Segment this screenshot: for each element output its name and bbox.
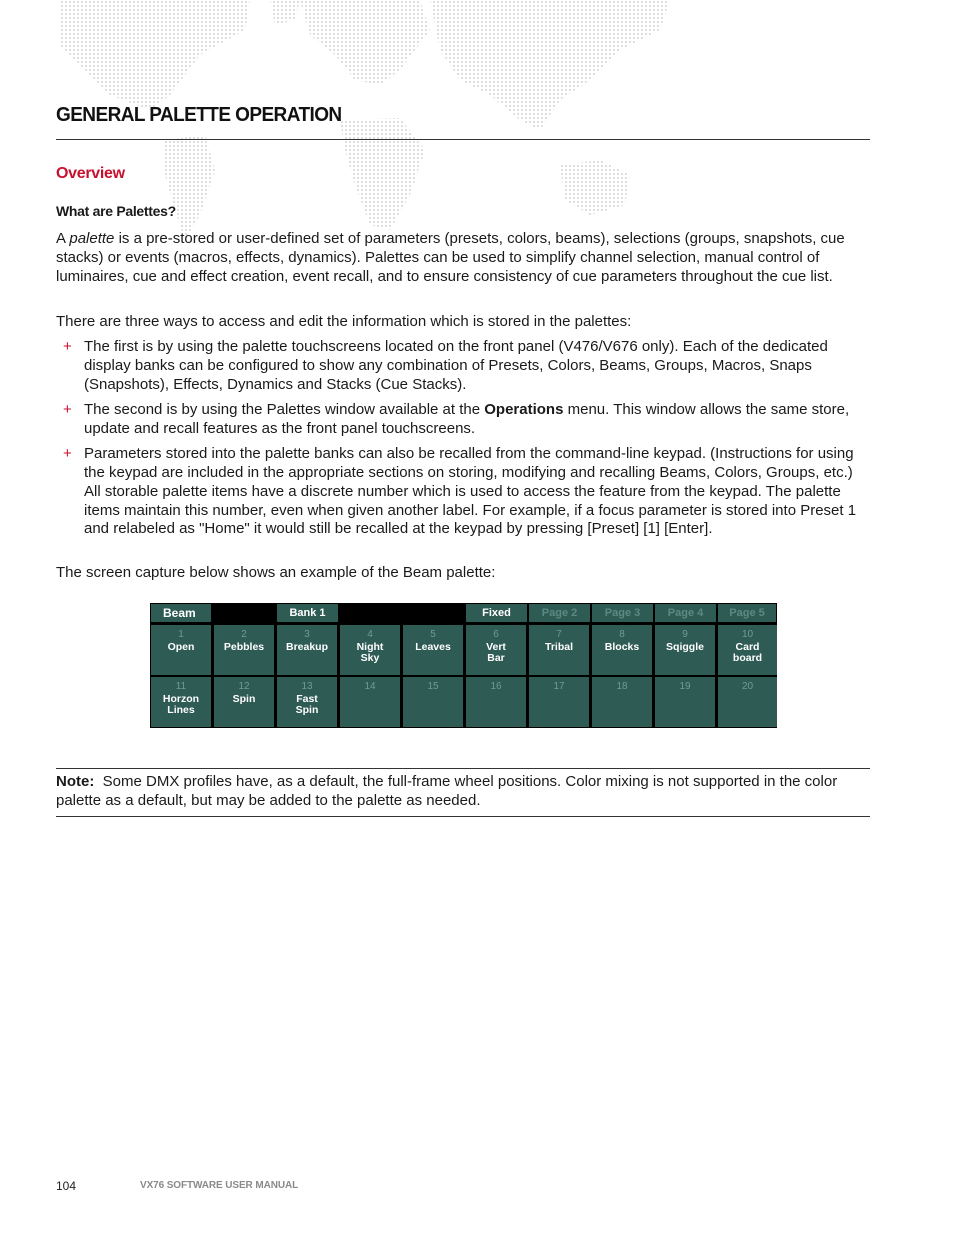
palette-cell[interactable] [277, 625, 337, 675]
palette-cell[interactable] [403, 677, 463, 727]
palette-cell[interactable] [718, 625, 777, 675]
palette-cell[interactable] [151, 625, 211, 675]
palette-cell-label: Blocks [604, 641, 640, 653]
palette-cell-number: 16 [490, 681, 502, 692]
palette-cell-label: Open [167, 641, 195, 653]
palette-cell-number: 2 [241, 629, 247, 640]
palette-cell-label: Tribal [544, 641, 573, 653]
page-3-tab[interactable]: Page 3 [592, 604, 653, 622]
title-divider [56, 139, 870, 140]
intro-prefix: A [56, 230, 70, 247]
palette-cell-label: Night Sky [356, 641, 384, 664]
palette-cell-number: 8 [619, 629, 625, 640]
operations-menu-term: Operations [484, 400, 564, 418]
palette-cell-label: Leaves [415, 641, 451, 653]
palette-cell[interactable] [340, 625, 400, 675]
page-4-tab[interactable]: Page 4 [655, 604, 716, 622]
palette-cell[interactable] [214, 625, 274, 675]
palette-cell[interactable] [529, 625, 589, 675]
ways-intro-paragraph: There are three ways to access and edit the information which is stored in the palettes: [56, 313, 632, 330]
list-item-keypad [56, 445, 870, 539]
note-text: Some DMX profiles have, as a default, the full-frame wheel positions. Color mixing is not supported in the color palette as a default, but may be added to the palette as needed. [56, 773, 838, 809]
beam-palette-screenshot [150, 603, 777, 728]
palette-name-label: Beam [151, 604, 211, 622]
palette-cell-label: Pebbles [223, 641, 265, 653]
manual-title: VX76 SOFTWARE USER MANUAL [140, 1180, 299, 1191]
palette-cell-label: Card board [732, 641, 763, 664]
palette-cell-number: 4 [367, 629, 373, 640]
palette-cell[interactable] [277, 677, 337, 727]
page-5-tab[interactable]: Page 5 [718, 604, 776, 622]
palette-cell[interactable] [655, 625, 715, 675]
list-item-text-prefix: The second is by using the Palettes window available at the [84, 400, 485, 418]
palette-cell-label: Fast Spin [295, 693, 319, 716]
palette-cell[interactable] [466, 677, 526, 727]
bullet-plus-icon: + [63, 400, 72, 418]
palette-cell-number: 1 [178, 629, 184, 640]
palette-cell[interactable] [655, 677, 715, 727]
note-top-rule [56, 768, 870, 769]
palette-cell[interactable] [529, 677, 589, 727]
palette-cell-number: 5 [430, 629, 436, 640]
list-item-text-suffix: menu. This window allows the same store, update and recall features as the front panel touchscreens. [84, 400, 850, 437]
palette-cell[interactable] [340, 677, 400, 727]
page-2-tab[interactable]: Page 2 [529, 604, 590, 622]
palette-cell-number: 10 [741, 629, 754, 640]
overview-heading: Overview [56, 165, 125, 182]
palette-cell-number: 20 [741, 681, 754, 692]
what-are-palettes-heading: What are Palettes? [56, 203, 176, 219]
palette-cell-number: 13 [301, 681, 313, 692]
palette-cell-number: 18 [616, 681, 628, 692]
palette-cell-number: 17 [553, 681, 565, 692]
bank-button[interactable]: Bank 1 [277, 604, 338, 622]
list-item-text: Parameters stored into the palette banks can also be recalled from the command-line keypad. (Instructions for using the keypad are included in the appropriate sections on storing, modifying and recalling Beams, Colors, Groups, etc.) All storable palette items have a discrete number which is used to access the feature from the keypad. The palette items maintain this number, even when given another label. For example, if a focus parameter is stored into Preset 1 and relabeled as "Home" it would still be recalled at the keypad by pressing [Preset] [1] [Enter]. [84, 445, 857, 538]
bullet-plus-icon: + [63, 338, 72, 355]
palette-header [150, 603, 777, 622]
palette-cell-label: Breakup [285, 641, 328, 653]
intro-rest: is a pre-stored or user-defined set of parameters (presets, colors, beams), selections (groups, snapshots, cue stacks) or events (macros, effects, dynamics). Palettes can be used to simplify channel selection, manual control of luminaires, cue and effect creation, event recall, and to ensure consistency of cue parameters throughout the cue list. [56, 230, 845, 285]
palette-cell-label: Sqiggle [666, 641, 704, 653]
palette-cell-number: 6 [493, 629, 499, 640]
capture-intro-paragraph: The screen capture below shows an example of the Beam palette: [56, 564, 496, 581]
note-label: Note: [56, 773, 95, 790]
palette-cell-number: 15 [427, 681, 439, 692]
palette-cell-number: 19 [679, 681, 691, 692]
note-bottom-rule [56, 816, 870, 817]
palette-cell-number: 12 [238, 681, 250, 692]
palette-term: palette [69, 230, 115, 247]
palette-cell[interactable] [403, 625, 463, 675]
palette-cell-number: 14 [364, 681, 376, 692]
palette-cell-label: Horzon Lines [162, 693, 200, 716]
palette-cell[interactable] [214, 677, 274, 727]
list-item-text: The first is by using the palette touchscreens located on the front panel (V476/V676 only). Each of the dedicated display banks can be configured to show any combination of Presets, Colors, Beams, Groups, Macros, Snaps (Snapshots), Effects, Dynamics and Stacks (Cue Stacks). [84, 338, 828, 393]
palette-cell[interactable] [592, 677, 652, 727]
palette-cell-number: 9 [682, 629, 688, 640]
palette-cell-label: Spin [232, 693, 256, 705]
palette-cell-number: 11 [175, 681, 187, 692]
palette-cell[interactable] [151, 677, 211, 727]
note-paragraph [56, 773, 870, 811]
palette-cell-number: 7 [556, 629, 562, 640]
palette-cell-label: Vert Bar [486, 641, 506, 664]
list-item-palettes-window [56, 401, 870, 439]
list-item-touchscreens [56, 338, 870, 394]
palette-cell[interactable] [718, 677, 777, 727]
access-methods-list [56, 338, 870, 546]
bullet-plus-icon: + [63, 445, 72, 463]
palette-cell[interactable] [592, 625, 652, 675]
intro-paragraph [56, 230, 870, 286]
palette-cell-number: 3 [304, 629, 310, 640]
fixed-mode-button[interactable]: Fixed [466, 604, 527, 622]
section-title: GENERAL PALETTE OPERATION [56, 104, 342, 126]
page-number: 104 [56, 1179, 77, 1193]
palette-cell[interactable] [466, 625, 526, 675]
